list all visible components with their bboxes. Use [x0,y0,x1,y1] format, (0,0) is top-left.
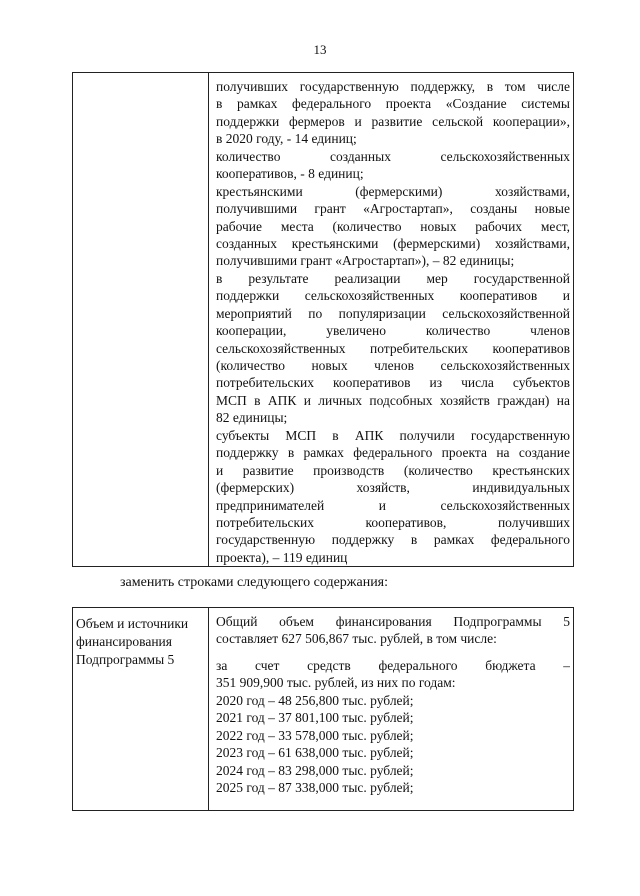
paragraph-gap [216,648,570,657]
text-line: кооперации, увеличено количество членов [216,323,570,339]
text-line: государственную поддержку в рамках федерального [216,532,570,548]
text-line: поддержку в рамках федерального проекта на создание [216,445,570,461]
empty-left-cell [73,73,209,567]
text-line: 82 единицы; [216,410,288,426]
text-line: поддержки сельскохозяйственных кооперативов и [216,288,570,304]
text-line: 2021 год – 37 801,100 тыс. рублей; [216,710,414,726]
indicators-cell [209,73,574,567]
text-line: крестьянскими (фермерскими) хозяйствами, [216,183,570,199]
text-line: сельскохозяйственных потребительских кооперативов [216,340,570,356]
financing-label-cell [73,608,209,811]
text-line: 2023 год – 61 638,000 тыс. рублей; [216,745,414,761]
text-line: 2025 год – 87 338,000 тыс. рублей; [216,779,414,795]
text-line: получившими грант «Агростартап», созданы новые [216,201,570,217]
financing-value-cell [209,608,574,811]
text-line: за счет средств федерального бюджета – [216,657,570,673]
label-line: Подпрограммы 5 [76,652,175,667]
text-line: МСП в АПК и личных подсобных хозяйств граждан) на [216,392,570,408]
text-line: потребительских кооперативов из числа субъектов [216,375,570,391]
text-line: поддержки фермеров и развитие сельской кооперации», [216,113,570,129]
financing-table [72,607,574,811]
replace-instruction: заменить строками следующего содержания: [120,575,389,590]
text-line: (фермерских) хозяйств, индивидуальных [216,480,570,496]
text-line: получивших государственную поддержку, в том числе [216,79,570,94]
text-line: потребительских кооперативов, получивших [216,514,570,530]
indicators-text [209,73,573,566]
page-number: 13 [313,42,327,57]
text-line: предпринимателей и сельскохозяйственных [216,497,570,513]
text-line: созданных крестьянскими (фермерскими) хозяйствами, [216,235,570,251]
text-line: в результате реализации мер государственной [216,270,570,286]
text-line: количество созданных сельскохозяйственных [216,148,570,164]
text-line: 2022 год – 33 578,000 тыс. рублей; [216,727,414,743]
text-line: субъекты МСП в АПК получили государственную [216,427,570,443]
text-line: Общий объем финансирования Подпрограммы 5 [216,614,570,629]
label-line: финансирования [76,634,172,649]
text-line: проекта), – 119 единиц [216,549,348,565]
text-line: и развитие производств (количество крестьянских [216,462,570,478]
text-line: 2020 год – 48 256,800 тыс. рублей; [216,692,414,708]
financing-text [209,608,573,796]
text-line: в рамках федерального проекта «Создание системы [216,96,570,112]
text-line: кооперативов, - 8 единиц; [216,166,364,182]
text-line: 2024 год – 83 298,000 тыс. рублей; [216,762,414,778]
text-line: мероприятий по популяризации сельскохозяйственной [216,305,570,321]
text-line: в 2020 году, - 14 единиц; [216,131,357,147]
text-line: получившими грант «Агростартап»), – 82 единицы; [216,253,515,269]
financing-label [73,608,208,669]
label-line: Объем и источники [76,616,189,631]
text-line: (количество новых членов сельскохозяйственных [216,358,570,373]
text-line: рабочие места (количество новых рабочих мест, [216,218,570,234]
continuation-table [72,72,574,567]
text-line: 351 909,900 тыс. рублей, из них по годам: [216,675,456,691]
text-line: составляет 627 506,867 тыс. рублей, в том числе: [216,631,497,647]
